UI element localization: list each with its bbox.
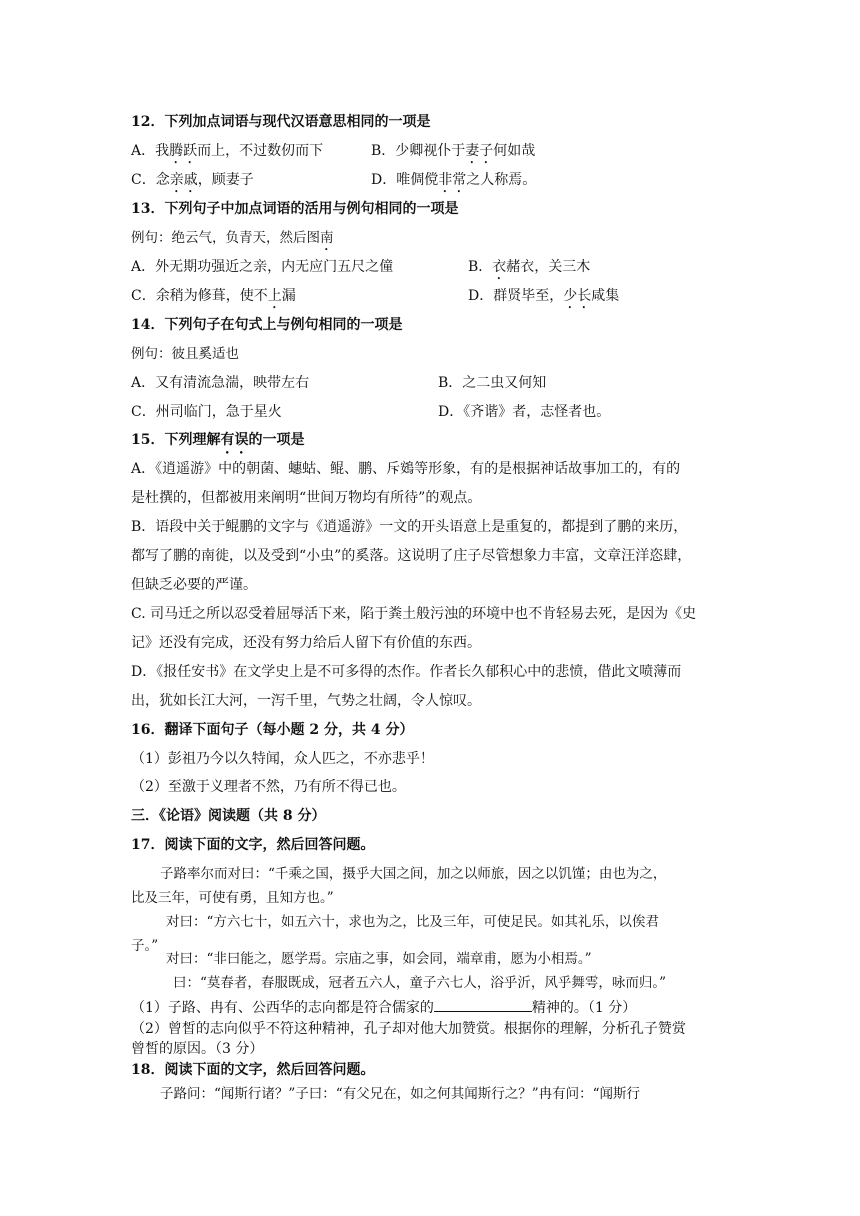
q14-option-a: A．又有清流急湍，映带左右: [131, 375, 310, 391]
q12-option-b: B．少卿视仆于妻子何如哉: [371, 143, 536, 159]
q14-option-c: C．州司临门，急于星火: [131, 404, 282, 420]
q15-option-c-line2: 记》还没有完成，还没有努力给后人留下有价值的东西。: [131, 635, 481, 651]
q16-sentence-1: （1）彭祖乃今以久特闻，众人匹之，不亦悲乎！: [131, 751, 434, 767]
q14-option-d: D．《齐谐》者，志怪者也。: [438, 404, 611, 420]
q17-passage-line4: 子。”: [131, 938, 159, 954]
q12-option-a: A．我腾跃而上，不过数仞而下: [131, 143, 324, 159]
q13-example: 例句：绝云气，负青天，然后图南: [131, 230, 334, 246]
section-3-title: 三．《论语》阅读题（共 8 分）: [131, 808, 326, 824]
q17-passage-line2: 比及三年，可使有勇，且知方也。”: [131, 890, 334, 906]
q16-title: 16．翻译下面句子（每小题 2 分，共 4 分）: [131, 722, 414, 738]
q17-passage-line1: 子路率尔而对曰：“千乘之国，摄乎大国之间，加之以师旅，因之以饥馑；由也为之，: [160, 866, 667, 882]
q16-sentence-2: （2）至激于义理者不然，乃有所不得已也。: [131, 779, 406, 795]
q18-passage-line1: 子路问：“闻斯行诸？”子曰：“有父兄在，如之何其闻斯行之？”冉有问：“闻斯行: [160, 1086, 641, 1102]
q15-option-b-line2: 都写了鹏的南徙，以及受到“小虫”的奚落。这说明了庄子尽管想象力丰富，文章汪洋恣肆，: [131, 548, 692, 564]
q15-option-a-line2: 是杜撰的，但都被用来阐明“世间万物均有所待”的观点。: [131, 490, 482, 506]
q17-subquestion-1: （1）子路、冉有、公西华的志向都是符合儒家的 精神的。（1 分）: [131, 997, 636, 1017]
q15-option-a-line1: A．《逍遥游》中的朝菌、蟪蛄、鲲、鹏、斥鴳等形象，有的是根据神话故事加工的，有的: [131, 461, 681, 477]
answer-blank[interactable]: [434, 997, 532, 1012]
q15-option-d-line1: D．《报任安书》在文学史上是不可多得的杰作。作者长久郁积心中的悲愤，借此文喷薄而: [131, 664, 682, 680]
q12-option-d: D．唯倜傥非常之人称焉。: [371, 172, 537, 188]
q17-passage-line3: 对曰：“方六七十，如五六十，求也为之，比及三年，可使足民。如其礼乐，以俟君: [166, 914, 659, 930]
q13-option-b: B．衣赭衣，关三木: [468, 259, 591, 275]
q15-option-b-line3: 但缺乏必要的严谨。: [131, 577, 257, 593]
q17-passage-line6: 曰：“莫春者，春服既成，冠者五六人，童子六七人，浴乎沂，风乎舞雩，咏而归。”: [173, 975, 667, 991]
q13-option-a: A．外无期功强近之亲，内无应门五尺之僮: [131, 259, 394, 275]
q15-option-d-line2: 出，犹如长江大河，一泻千里，气势之壮阔，令人惊叹。: [131, 693, 481, 709]
q17-title: 17．阅读下面的文字，然后回答问题。: [131, 837, 375, 853]
q14-title: 14．下列句子在句式上与例句相同的一项是: [131, 317, 403, 333]
q12-title: 12．下列加点词语与现代汉语意思相同的一项是: [131, 114, 431, 130]
q13-option-d: D．群贤毕至，少长咸集: [468, 288, 620, 304]
q12-option-c: C．念亲戚，顾妻子: [131, 172, 254, 188]
q14-example: 例句：彼且奚适也: [131, 346, 239, 362]
q17-subquestion-2-line2: 曾皙的原因。（3 分）: [131, 1041, 264, 1057]
q14-option-b: B．之二虫又何知: [438, 375, 547, 391]
q15-option-c-line1: C. 司马迁之所以忍受着屈辱活下来，陷于粪土般污浊的环境中也不肯轻易去死，是因为《史: [131, 606, 697, 622]
q13-option-c: C．余稍为修葺，使不上漏: [131, 288, 296, 304]
q17-passage-line5: 对曰：“非曰能之，愿学焉。宗庙之事，如会同，端章甫，愿为小相焉。”: [166, 951, 592, 967]
q13-title: 13．下列句子中加点词语的活用与例句相同的一项是: [131, 201, 459, 217]
q15-option-b-line1: B．语段中关于鲲鹏的文字与《逍遥游》一文的开头语意上是重复的，都提到了鹏的来历，: [131, 519, 688, 535]
q15-title: 15．下列理解有误的一项是: [131, 432, 305, 448]
q17-subquestion-2-line1: （2）曾皙的志向似乎不符这种精神，孔子却对他大加赞赏。根据你的理解，分析孔子赞赏: [131, 1021, 686, 1037]
q18-title: 18．阅读下面的文字，然后回答问题。: [131, 1062, 375, 1078]
